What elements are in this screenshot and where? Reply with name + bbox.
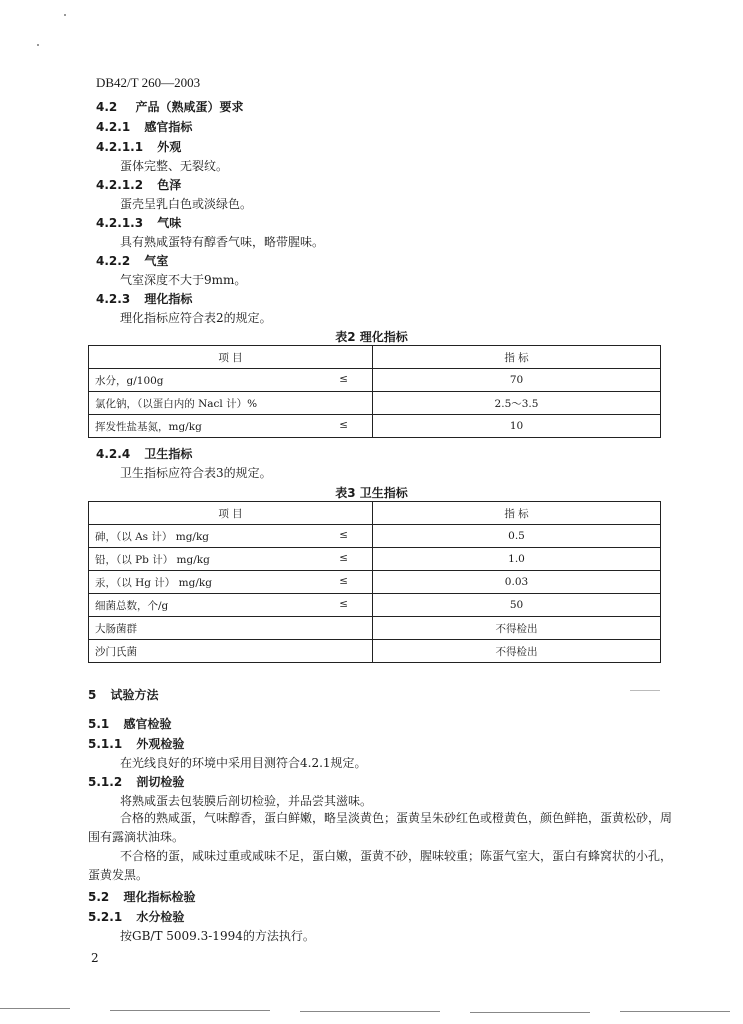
scan-speck [64, 14, 66, 16]
item-label: 铅，（以 Pb 计） mg/kg [95, 553, 210, 566]
section-title: 气室 [144, 254, 169, 268]
scan-artifact [110, 1010, 270, 1011]
column-header-item: 项 目 [89, 346, 373, 369]
operator-le: ≤ [339, 418, 348, 431]
table-row [89, 369, 661, 392]
section-5-1-1-heading [88, 735, 184, 752]
operator-le: ≤ [339, 528, 348, 541]
item-label: 氯化钠，（以蛋白内的 Nacl 计）% [95, 397, 258, 410]
table-cell-value: 不得检出 [373, 617, 661, 640]
table-header-row [89, 346, 661, 369]
section-4-2-1-2-heading [96, 176, 181, 193]
section-4-2-1-1-body: 蛋体完整、无裂纹。 [120, 159, 229, 173]
table-2-physicochemical [88, 345, 661, 438]
section-number: 4.2.1 [96, 120, 131, 134]
item-label: 砷，（以 As 计） mg/kg [95, 530, 210, 543]
section-title: 剖切检验 [136, 775, 185, 789]
section-title: 理化指标 [144, 292, 193, 306]
table-cell-item [89, 415, 373, 438]
section-5-2-1-body: 按GB/T 5009.3-1994的方法执行。 [120, 929, 315, 943]
table-row [89, 571, 661, 594]
table-row [89, 548, 661, 571]
section-5-1-heading [88, 715, 171, 732]
section-title: 感官指标 [144, 120, 193, 134]
section-number: 5 [88, 688, 97, 702]
table-cell-value: 50 [373, 594, 661, 617]
table-cell-item [89, 617, 373, 640]
section-5-1-2-body-3: 不合格的蛋，咸味过重或咸味不足，蛋白嫩，蛋黄不砂，腥味较重；陈蛋气室大，蛋白有蜂窝状的小孔，蛋黄发黑。 [88, 849, 673, 882]
column-header-value: 指 标 [373, 346, 661, 369]
section-number: 5.1.2 [88, 775, 123, 789]
column-header-value: 指 标 [373, 502, 661, 525]
table-header-row [89, 502, 661, 525]
section-4-2-4-heading [96, 445, 192, 462]
section-title: 水分检验 [136, 910, 185, 924]
table-cell-item [89, 571, 373, 594]
table-cell-item [89, 594, 373, 617]
section-5-1-1-body: 在光线良好的环境中采用目测符合4.2.1规定。 [120, 756, 367, 770]
section-number: 5.1 [88, 717, 110, 731]
section-4-2-heading [96, 98, 243, 115]
section-4-2-2-body: 气室深度不大于9mm。 [120, 273, 247, 287]
section-number: 4.2.2 [96, 254, 131, 268]
section-title: 产品（熟咸蛋）要求 [135, 100, 244, 114]
table-cell-item [89, 369, 373, 392]
scan-artifact [0, 1008, 70, 1009]
section-4-2-1-heading [96, 118, 192, 135]
table-3-hygiene [88, 501, 661, 663]
item-label: 大肠菌群 [95, 622, 137, 635]
section-4-2-1-3-body: 具有熟咸蛋特有醇香气味，略带腥味。 [120, 235, 325, 249]
section-4-2-2-heading [96, 252, 168, 269]
section-4-2-1-2-body: 蛋壳呈乳白色或淡绿色。 [120, 197, 253, 211]
section-4-2-3-heading [96, 290, 192, 307]
table-cell-value: 10 [373, 415, 661, 438]
table-row [89, 415, 661, 438]
item-label: 挥发性盐基氮，mg/kg [95, 420, 202, 433]
section-title: 色泽 [157, 178, 182, 192]
operator-le: ≤ [339, 372, 348, 385]
scan-artifact [620, 1011, 730, 1012]
section-5-1-2-heading [88, 773, 184, 790]
section-number: 4.2 [96, 100, 118, 114]
standard-code: DB42/T 260—2003 [96, 75, 201, 90]
page-number: 2 [91, 951, 99, 965]
section-4-2-1-1-heading [96, 138, 181, 155]
table-cell-item [89, 640, 373, 663]
table-cell-value: 0.03 [373, 571, 661, 594]
section-number: 5.2.1 [88, 910, 123, 924]
table-cell-value: 70 [373, 369, 661, 392]
section-number: 5.2 [88, 890, 110, 904]
operator-le: ≤ [339, 551, 348, 564]
section-number: 4.2.1.2 [96, 178, 144, 192]
table-cell-item [89, 525, 373, 548]
operator-le: ≤ [339, 597, 348, 610]
section-title: 理化指标检验 [123, 890, 196, 904]
section-number: 5.1.1 [88, 737, 123, 751]
section-5-2-1-heading [88, 908, 184, 925]
table-cell-value: 2.5～3.5 [373, 392, 661, 415]
operator-le: ≤ [339, 574, 348, 587]
section-title: 气味 [157, 216, 182, 230]
table-row [89, 640, 661, 663]
section-title: 卫生指标 [144, 447, 193, 461]
table-row [89, 594, 661, 617]
table-cell-item [89, 392, 373, 415]
table-3-caption: 表3 卫生指标 [335, 486, 408, 500]
scan-artifact [300, 1011, 440, 1012]
table-row [89, 617, 661, 640]
scan-artifact [630, 690, 660, 691]
table-cell-value: 1.0 [373, 548, 661, 571]
section-number: 4.2.3 [96, 292, 131, 306]
table-cell-value: 不得检出 [373, 640, 661, 663]
section-number: 4.2.1.3 [96, 216, 144, 230]
section-title: 外观检验 [136, 737, 185, 751]
scan-speck [37, 44, 39, 46]
section-5-heading [88, 686, 159, 703]
item-label: 细菌总数，个/g [95, 599, 169, 612]
section-number: 4.2.4 [96, 447, 131, 461]
section-4-2-4-body: 卫生指标应符合表3的规定。 [120, 466, 272, 480]
section-4-2-3-body: 理化指标应符合表2的规定。 [120, 311, 272, 325]
section-4-2-1-3-heading [96, 214, 181, 231]
column-header-item: 项 目 [89, 502, 373, 525]
section-title: 试验方法 [110, 688, 159, 702]
item-label: 沙门氏菌 [95, 645, 137, 658]
section-5-1-2-body-2: 合格的熟咸蛋，气味醇香，蛋白鲜嫩，略呈淡黄色；蛋黄呈朱砂红色或橙黄色，颜色鲜艳，蛋黄松砂，周围有露滴状油珠。 [88, 811, 673, 844]
table-row [89, 392, 661, 415]
table-cell-value: 0.5 [373, 525, 661, 548]
item-label: 汞，（以 Hg 计） mg/kg [95, 576, 212, 589]
section-title: 外观 [157, 140, 182, 154]
table-2-caption: 表2 理化指标 [335, 330, 408, 344]
table-row [89, 525, 661, 548]
section-5-2-heading [88, 888, 195, 905]
section-number: 4.2.1.1 [96, 140, 144, 154]
scan-artifact [470, 1012, 590, 1013]
item-label: 水分，g/100g [95, 374, 164, 387]
section-5-1-2-body-1: 将熟咸蛋去包装膜后剖切检验，并品尝其滋味。 [120, 794, 373, 808]
section-title: 感官检验 [123, 717, 172, 731]
table-cell-item [89, 548, 373, 571]
